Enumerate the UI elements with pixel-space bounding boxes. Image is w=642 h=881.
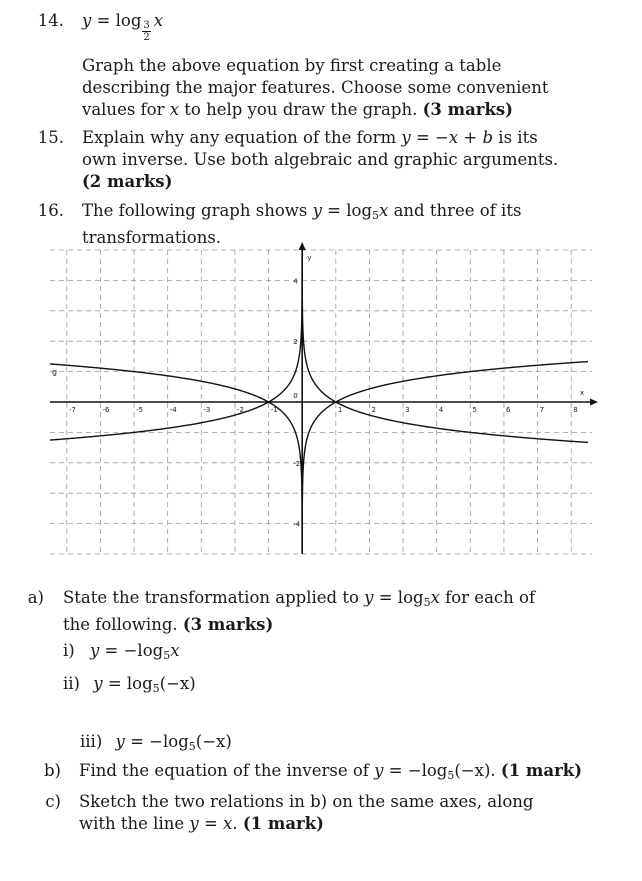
- part-c-text: Sketch the two relations in b) on the same axes, along with the line y = x. (1 mark): [79, 792, 534, 833]
- log-base-fraction: $\frac{3}{2}$: [143, 20, 150, 43]
- log-transformations-graph: [40, 242, 600, 560]
- y-tick-label: 4: [293, 277, 298, 286]
- part-a-item-label: iii): [80, 732, 103, 751]
- x-tick-label: -3: [203, 406, 211, 414]
- part-a-item-i: [63, 640, 180, 667]
- y-tick-label: 2: [293, 338, 298, 347]
- part-a-item-equation: $y = \log_5(-x)$: [93, 674, 196, 695]
- question-15-number: 15.: [37, 128, 64, 147]
- x-tick-label: 1: [337, 406, 343, 414]
- x-tick-label: 2: [371, 406, 376, 414]
- y-axis-label: y: [307, 254, 312, 262]
- y-axis-arrow: [299, 242, 306, 250]
- x-tick-label: -7: [68, 406, 76, 414]
- part-b-text: Find the equation of the inverse of $y = -\log_5(-x)$. (1 mark): [79, 761, 583, 782]
- question-16-number: 16.: [37, 201, 64, 220]
- question-15-text: Explain why any equation of the form y = −x + b is its own inverse. Use both algebraic and graphic arguments. (2 marks): [82, 128, 559, 191]
- x-axis-arrow: [590, 399, 598, 406]
- x-tick-label: -1: [270, 406, 278, 414]
- x-tick-label: 8: [573, 406, 578, 414]
- x-tick-label: -6: [102, 406, 110, 414]
- x-tick-label: -5: [136, 406, 144, 414]
- part-a-item-equation: $y = -\log_5x$: [89, 641, 180, 662]
- part-c-label: c): [45, 792, 61, 811]
- y-tick-label: -2: [293, 459, 301, 468]
- origin-label: 0: [293, 392, 298, 400]
- x-axis-label: x: [580, 389, 585, 397]
- x-tick-label: 3: [405, 406, 410, 414]
- x-tick-label: 7: [539, 406, 545, 414]
- x-tick-label: -2: [236, 406, 244, 414]
- curve-label-g: g: [52, 367, 58, 377]
- part-a-item-iii: [80, 731, 232, 758]
- curve-2: [302, 254, 588, 442]
- x-tick-label: 4: [438, 406, 444, 414]
- part-b-label: b): [44, 761, 61, 780]
- curve-1: [302, 362, 588, 550]
- part-a-item-ii: [63, 673, 196, 700]
- part-a-text: State the transformation applied to $y = \log_5x$ for each of the following. (3 marks): [63, 588, 536, 634]
- part-a-item-label: i): [63, 641, 75, 660]
- part-a-item-label: ii): [63, 674, 80, 693]
- x-tick-label: 5: [472, 406, 477, 414]
- graph-axes: [50, 242, 598, 554]
- part-a-item-equation: $y = -\log_5(-x)$: [115, 732, 232, 753]
- x-tick-label: 6: [505, 406, 511, 414]
- question-14-text: Graph the above equation by first creating a table describing the major features. Choose some convenient values for x to help you draw the graph. (3 marks): [82, 56, 549, 119]
- part-a-label: a): [27, 588, 44, 607]
- x-tick-label: -4: [169, 406, 177, 414]
- question-16-text: The following graph shows $y = \log_5x$ and three of its transformations.: [82, 201, 522, 247]
- question-14-number: 14.: [37, 11, 64, 30]
- question-14-equation: y = log $\frac{3}{2}$ x: [82, 11, 164, 43]
- y-tick-label: -4: [293, 520, 301, 529]
- curve-3: [50, 364, 302, 550]
